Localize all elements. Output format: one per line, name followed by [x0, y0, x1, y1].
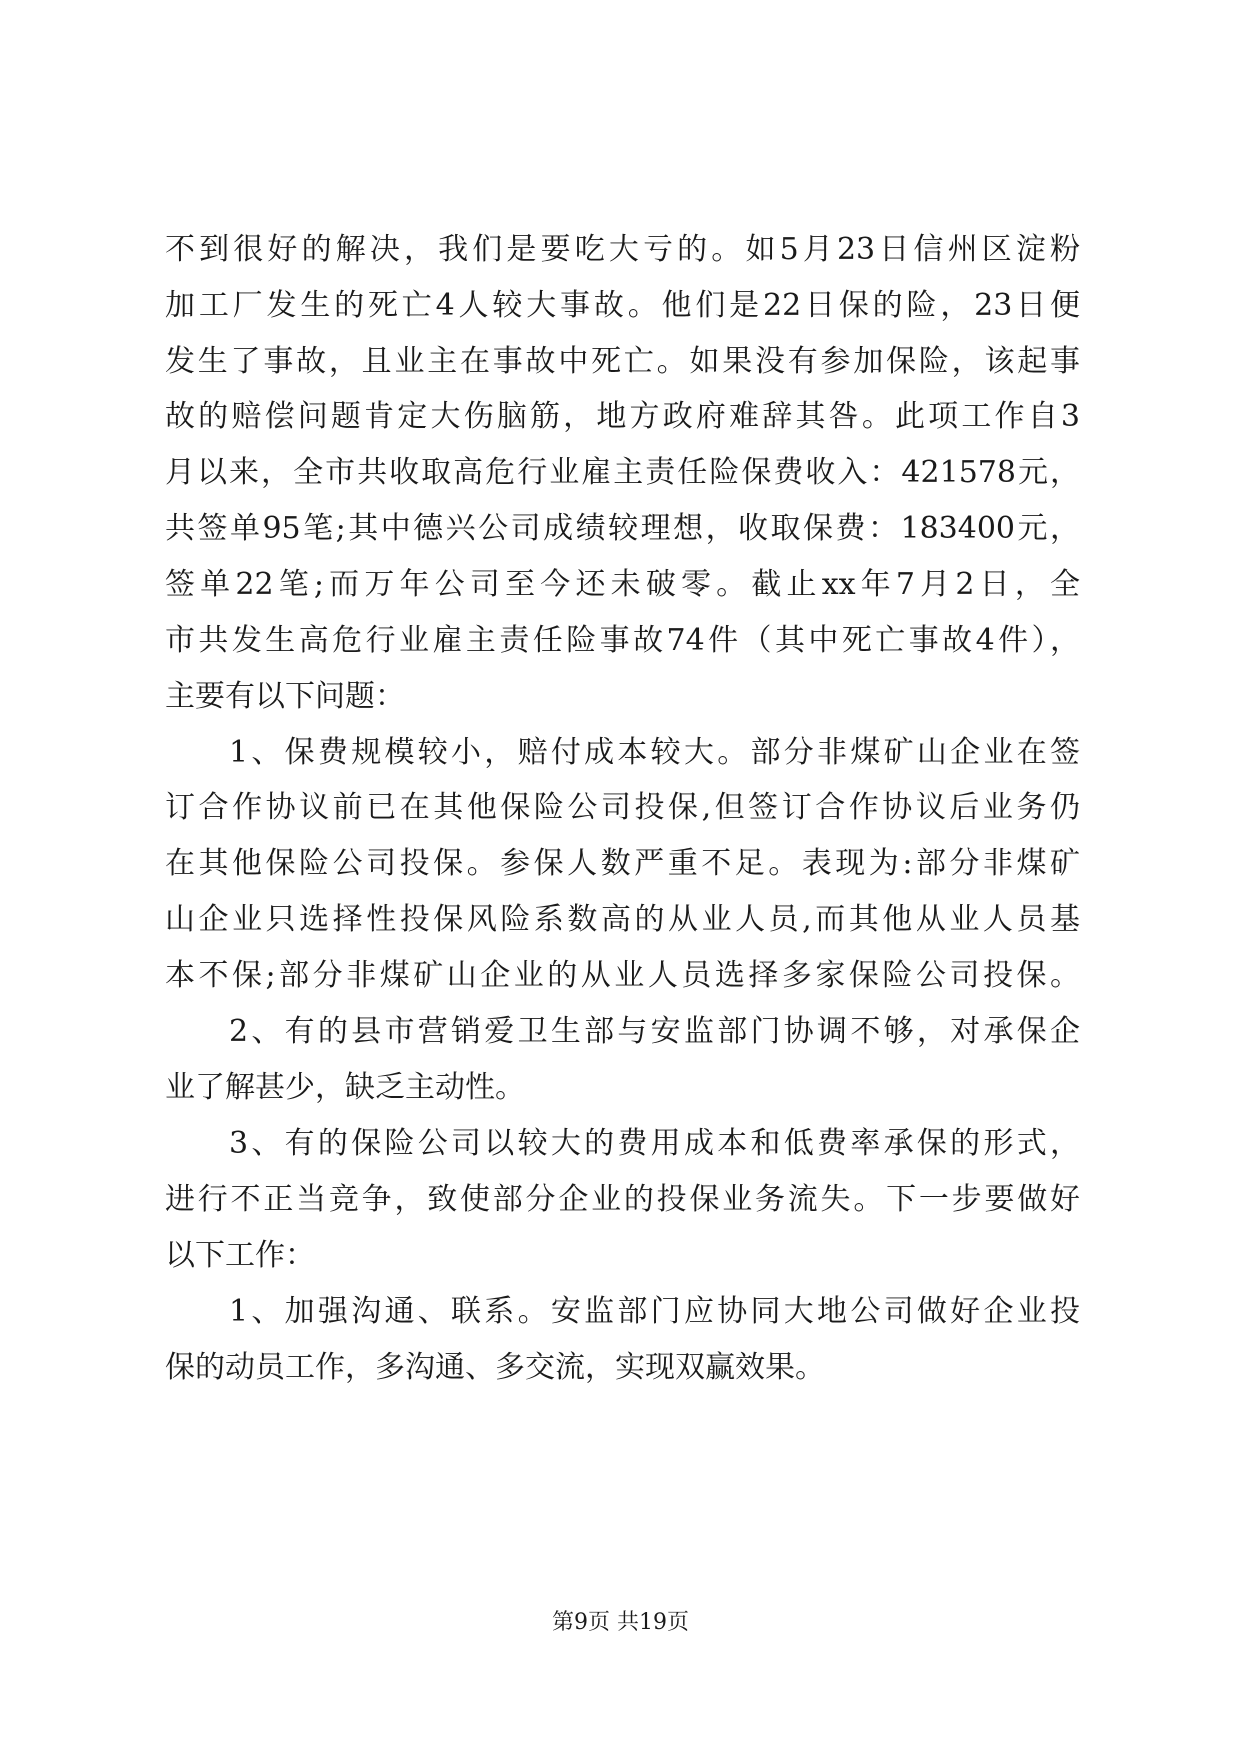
- body-line: 山企业只选择性投保风险系数高的从业人员,而其他从业人员基: [165, 902, 1080, 937]
- body-line: 签单22笔;而万年公司至今还未破零。截止xx年7月2日，全: [165, 567, 1080, 602]
- body-line: 进行不正当竞争，致使部分企业的投保业务流失。下一步要做好: [165, 1182, 1080, 1217]
- list-item-line: 3、有的保险公司以较大的费用成本和低费率承保的形式，: [229, 1126, 1080, 1161]
- body-line: 不到很好的解决，我们是要吃大亏的。如5月23日信州区淀粉: [165, 232, 1080, 267]
- body-line: 在其他保险公司投保。参保人数严重不足。表现为:部分非煤矿: [165, 846, 1080, 881]
- body-line: 以下工作：: [165, 1238, 315, 1273]
- body-line: 订合作协议前已在其他保险公司投保,但签订合作协议后业务仍: [165, 790, 1080, 825]
- body-line: 市共发生高危行业雇主责任险事故74件（其中死亡事故4件），: [165, 623, 1080, 658]
- list-item-line: 1、保费规模较小，赔付成本较大。部分非煤矿山企业在签: [229, 735, 1080, 770]
- body-line: 主要有以下问题：: [165, 679, 405, 714]
- list-item-line: 1、加强沟通、联系。安监部门应协同大地公司做好企业投: [229, 1294, 1080, 1329]
- body-line: 发生了事故，且业主在事故中死亡。如果没有参加保险，该起事: [165, 344, 1080, 379]
- body-line: 共签单95笔;其中德兴公司成绩较理想，收取保费：183400元，: [165, 511, 1080, 546]
- body-line: 月以来，全市共收取高危行业雇主责任险保费收入：421578元，: [165, 455, 1080, 490]
- page-number-footer: 第9页 共19页: [552, 1610, 689, 1635]
- list-item-line: 2、有的县市营销爱卫生部与安监部门协调不够，对承保企: [229, 1014, 1080, 1049]
- body-line: 业了解甚少，缺乏主动性。: [165, 1070, 525, 1105]
- body-line: 故的赔偿问题肯定大伤脑筋，地方政府难辞其咎。此项工作自3: [165, 399, 1080, 434]
- body-line: 本不保;部分非煤矿山企业的从业人员选择多家保险公司投保。: [165, 958, 1080, 993]
- body-line: 保的动员工作，多沟通、多交流，实现双赢效果。: [165, 1350, 825, 1385]
- body-line: 加工厂发生的死亡4人较大事故。他们是22日保的险，23日便: [165, 288, 1080, 323]
